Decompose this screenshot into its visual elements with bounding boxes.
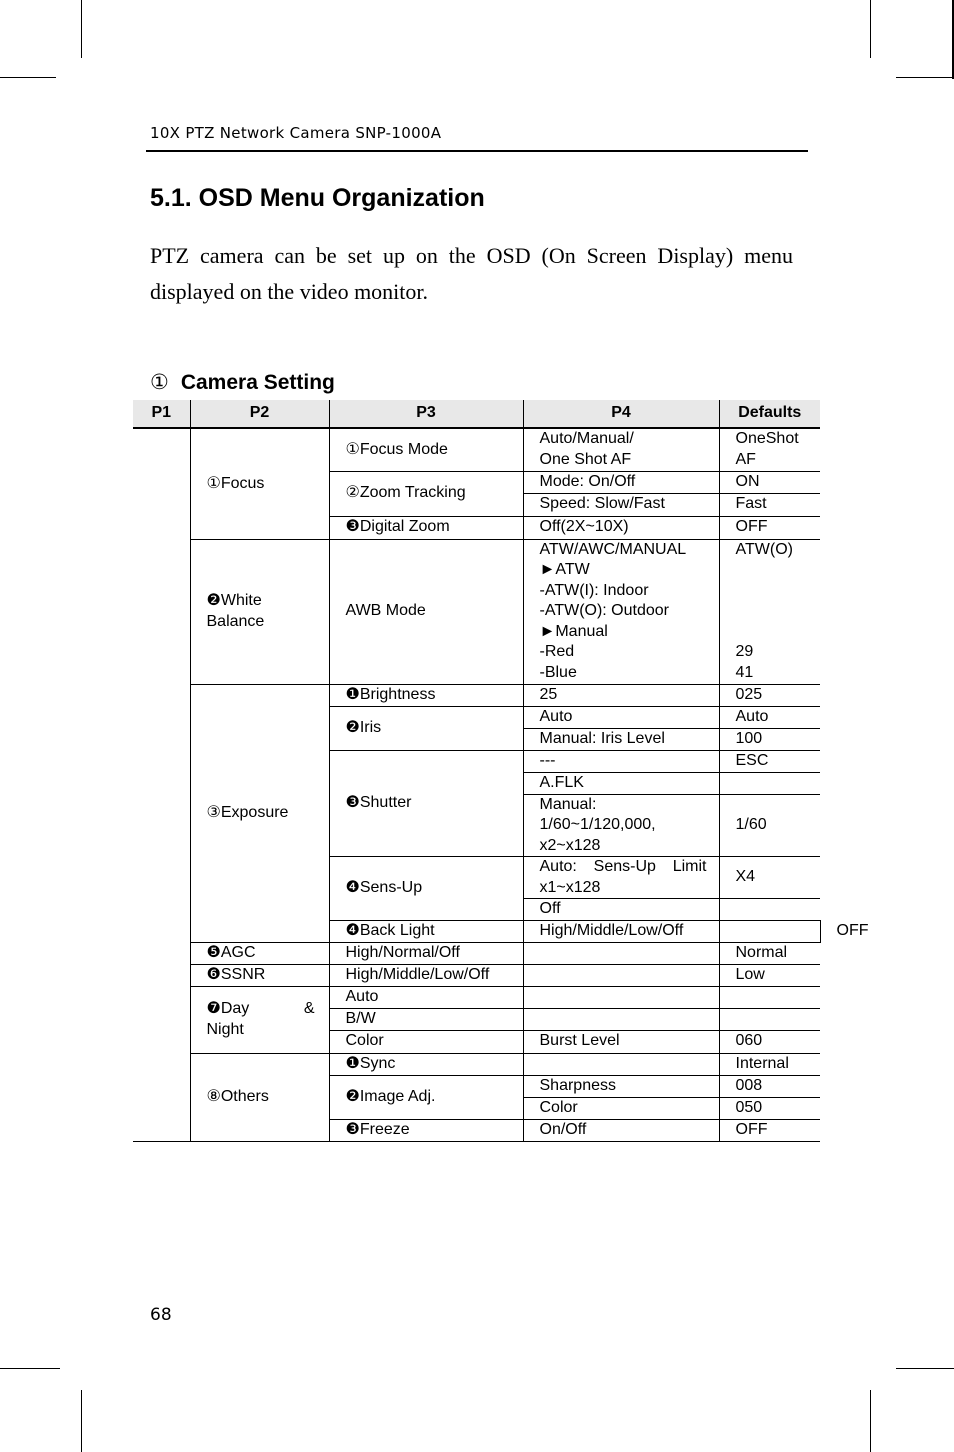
p3-brightness: ❶Brightness bbox=[329, 684, 523, 706]
p4-sens-up-off: Off bbox=[523, 899, 719, 921]
default-iris-auto: Auto bbox=[719, 706, 820, 728]
p3-sync: ❶Sync bbox=[329, 1053, 523, 1075]
default-dn-bw bbox=[719, 1009, 820, 1031]
p4-color: Color bbox=[523, 1097, 719, 1119]
p3-sens-up: ❹Sens-Up bbox=[329, 857, 523, 921]
p4-dn-auto bbox=[523, 987, 719, 1009]
p2-day-night bbox=[190, 987, 329, 1054]
default-dn-color: 060 bbox=[719, 1030, 820, 1053]
p4-brightness: 25 bbox=[523, 684, 719, 706]
crop-mark bbox=[0, 77, 56, 78]
default-sens-up-off bbox=[719, 899, 820, 921]
table-row bbox=[133, 965, 820, 987]
default-sharpness: 008 bbox=[719, 1075, 820, 1097]
subsection-title bbox=[150, 370, 335, 395]
default-agc: Normal bbox=[719, 943, 820, 965]
crop-mark bbox=[870, 1390, 871, 1452]
crop-mark bbox=[896, 77, 954, 78]
p4-dn-color: Burst Level bbox=[523, 1030, 719, 1053]
p2-others: ⑧Others bbox=[190, 1053, 329, 1141]
p4-sync bbox=[523, 1053, 719, 1075]
header-p3: P3 bbox=[329, 400, 523, 428]
table-row bbox=[133, 987, 820, 1009]
subsection-number: ① bbox=[150, 371, 169, 394]
default-iris-manual: 100 bbox=[719, 728, 820, 750]
p3-dn-color: Color bbox=[329, 1030, 523, 1053]
table-header-row bbox=[133, 400, 820, 428]
p2-back-light: ❹Back Light bbox=[329, 921, 523, 943]
default-digital-zoom: OFF bbox=[719, 516, 820, 539]
default-zoom-mode: ON bbox=[719, 471, 820, 493]
day-night-word1: ❼Day bbox=[206, 1000, 250, 1018]
p3-freeze: ❸Freeze bbox=[329, 1119, 523, 1141]
p4-agc bbox=[523, 943, 719, 965]
intro-paragraph: PTZ camera can be set up on the OSD (On Screen Display) menu displayed on the video monitor. bbox=[150, 243, 793, 304]
header-p1: P1 bbox=[133, 400, 190, 428]
p3-agc: High/Normal/Off bbox=[329, 943, 523, 965]
default-ssnr: Low bbox=[719, 965, 820, 987]
p2-ssnr: ❻SSNR bbox=[190, 965, 329, 987]
p3-image-adj: ❷Image Adj. bbox=[329, 1075, 523, 1119]
default-shutter-esc: ESC bbox=[719, 750, 820, 772]
p3-focus-mode: ①Focus Mode bbox=[329, 428, 523, 471]
crop-mark bbox=[0, 1368, 60, 1369]
p3-iris: ❷Iris bbox=[329, 706, 523, 750]
page-number: 68 bbox=[150, 1305, 172, 1325]
table-row bbox=[133, 943, 820, 965]
default-shutter-aflk bbox=[719, 772, 820, 794]
table-row bbox=[133, 684, 820, 706]
p2-exposure: ③Exposure bbox=[190, 684, 329, 943]
section-title: 5.1. OSD Menu Organization bbox=[150, 184, 485, 212]
p4-digital-zoom: Off(2X~10X) bbox=[523, 516, 719, 539]
header-defaults: Defaults bbox=[719, 400, 820, 428]
running-header: 10X PTZ Network Camera SNP-1000A bbox=[150, 124, 442, 142]
default-brightness: 025 bbox=[719, 684, 820, 706]
default-color: 050 bbox=[719, 1097, 820, 1119]
crop-mark bbox=[896, 1368, 954, 1369]
subsection-label: Camera Setting bbox=[180, 371, 335, 394]
p4-focus-mode: Auto/Manual/ One Shot AF bbox=[523, 428, 719, 471]
header-p2: P2 bbox=[190, 400, 329, 428]
p2-focus: ①Focus bbox=[190, 428, 329, 539]
p1-cell bbox=[133, 428, 190, 1141]
p4-shutter-esc: --- bbox=[523, 750, 719, 772]
p4-dn-bw bbox=[523, 1009, 719, 1031]
default-sens-up-auto: X4 bbox=[719, 857, 820, 899]
header-p4: P4 bbox=[523, 400, 719, 428]
table-row: ❹Back Light High/Middle/Low/Off OFF bbox=[133, 921, 820, 943]
p4-ssnr bbox=[523, 965, 719, 987]
p3-awb-mode: AWB Mode bbox=[329, 539, 523, 684]
crop-mark bbox=[81, 1390, 82, 1452]
day-night-amp: & bbox=[303, 1000, 315, 1018]
p3-dn-auto: Auto bbox=[329, 987, 523, 1009]
p4-iris-auto: Auto bbox=[523, 706, 719, 728]
p3-back-light: High/Middle/Low/Off bbox=[523, 921, 719, 943]
default-zoom-speed: Fast bbox=[719, 493, 820, 516]
p4-freeze: On/Off bbox=[523, 1119, 719, 1141]
default-freeze: OFF bbox=[719, 1119, 820, 1141]
crop-mark bbox=[81, 0, 82, 58]
p3-zoom-tracking: ②Zoom Tracking bbox=[329, 471, 523, 516]
p3-dn-bw: B/W bbox=[329, 1009, 523, 1031]
crop-mark bbox=[870, 0, 871, 58]
p3-ssnr: High/Middle/Low/Off bbox=[329, 965, 523, 987]
default-sync: Internal bbox=[719, 1053, 820, 1075]
default-awb-mode: ATW(O) 29 41 bbox=[719, 539, 820, 684]
p3-shutter: ❸Shutter bbox=[329, 750, 523, 857]
table-row bbox=[133, 428, 820, 471]
default-focus-mode: OneShot AF bbox=[719, 428, 820, 471]
day-night-word2: Night bbox=[206, 1020, 244, 1038]
default-shutter-manual: 1/60 bbox=[719, 794, 820, 857]
osd-menu-table bbox=[133, 400, 869, 1142]
p4-shutter-aflk: A.FLK bbox=[523, 772, 719, 794]
p4-zoom-mode: Mode: On/Off bbox=[523, 471, 719, 493]
p4-sens-up-auto: Auto: Sens-Up Limit x1~x128 bbox=[523, 857, 719, 899]
p4-sharpness: Sharpness bbox=[523, 1075, 719, 1097]
p4-awb-mode: ATW/AWC/MANUAL ►ATW -ATW(I): Indoor -ATW(O): Outdoor ►Manual -Red -Blue bbox=[523, 539, 719, 684]
p4-shutter-manual: Manual: 1/60~1/120,000, x2~x128 bbox=[523, 794, 719, 857]
p4-iris-manual: Manual: Iris Level bbox=[523, 728, 719, 750]
header-rule bbox=[146, 150, 808, 152]
p4-back-light bbox=[719, 921, 820, 943]
p2-agc: ❺AGC bbox=[190, 943, 329, 965]
p3-digital-zoom: ❸Digital Zoom bbox=[329, 516, 523, 539]
p4-zoom-speed: Speed: Slow/Fast bbox=[523, 493, 719, 516]
p2-white-balance: ❷White Balance bbox=[190, 539, 329, 684]
table-row bbox=[133, 539, 820, 684]
default-dn-auto bbox=[719, 987, 820, 1009]
table-row bbox=[133, 1053, 820, 1075]
day-night-line1 bbox=[207, 999, 315, 1020]
